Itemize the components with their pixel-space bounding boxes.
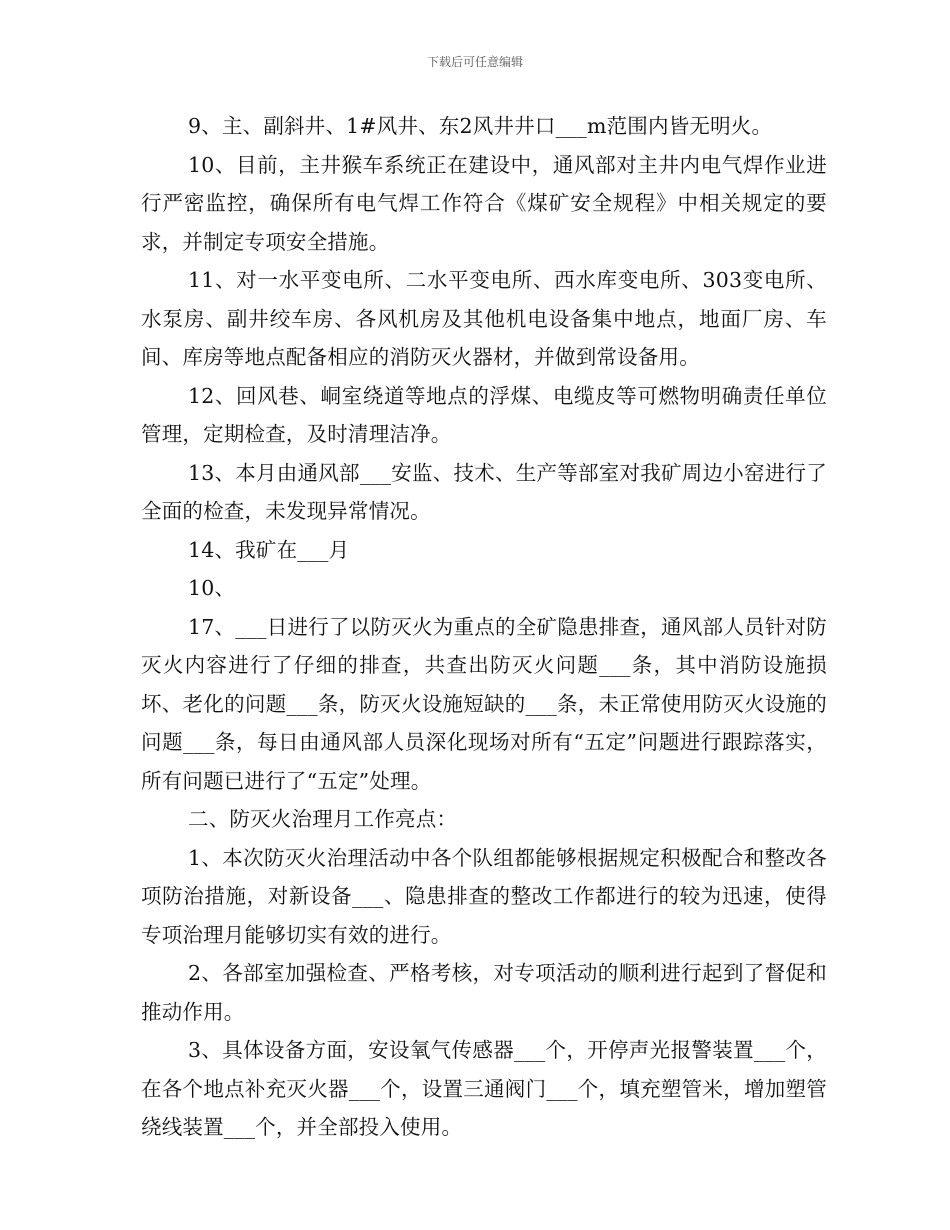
page-header: 下载后可任意编辑	[426, 55, 523, 69]
highlight-item-2: 2、各部室加强检查、严格考核，对专项活动的顺利进行起到了督促和推动作用。	[141, 961, 827, 1024]
document-body	[141, 107, 827, 1147]
paragraph-item-12: 12、回风巷、峒室绕道等地点的浮煤、电缆皮等可燃物明确责任单位管理，定期检查，及时清理洁净。	[141, 383, 827, 446]
paragraph-item-17: 17、___日进行了以防灭火为重点的全矿隐患排查，通风部人员针对防灭火内容进行了仔细的排查，共查出防灭火问题___条，其中消防设施损坏、老化的问题___条，防灭火设施短缺的___条，未正常使用防灭火设施的问题___条，每日由通风部人员深化现场对所有“五定”问题进行跟踪落实，所有问题已进行了“五定”处理。	[141, 614, 827, 793]
section-heading: 二、防灭火治理月工作亮点：	[188, 807, 458, 831]
paragraph-item-9: 9、主、副斜井、1#风井、东2风井井口___m范围内皆无明火。	[188, 114, 773, 138]
paragraph-item-11: 11、对一水平变电所、二水平变电所、西水库变电所、303变电所、水泵房、副井绞车房、各风机房及其他机电设备集中地点，地面厂房、车间、库房等地点配备相应的消防灭火器材，并做到常设备用。	[141, 268, 827, 369]
paragraph-item-14: 14、我矿在___月	[188, 537, 350, 562]
paragraph-item-13: 13、本月由通风部___安监、技术、生产等部室对我矿周边小窑进行了全面的检查，未发现异常情况。	[141, 460, 827, 523]
highlight-item-3: 3、具体设备方面，安设氧气传感器___个，开停声光报警装置___个，在各个地点补充灭火器___个，设置三通阀门___个，填充塑管米，增加塑管绕线装置___个，并全部投入使用。	[141, 1038, 827, 1139]
paragraph-item-10-fragment: 10、	[188, 576, 236, 600]
highlight-item-1: 1、本次防灭火治理活动中各个队组都能够根据规定积极配合和整改各项防治措施，对新设备___、隐患排查的整改工作都进行的较为迅速，使得专项治理月能够切实有效的进行。	[141, 845, 827, 947]
paragraph-item-10: 10、目前，主井猴车系统正在建设中，通风部对主井内电气焊作业进行严密监控，确保所有电气焊工作符合《煤矿安全规程》中相关规定的要求，并制定专项安全措施。	[141, 152, 827, 254]
